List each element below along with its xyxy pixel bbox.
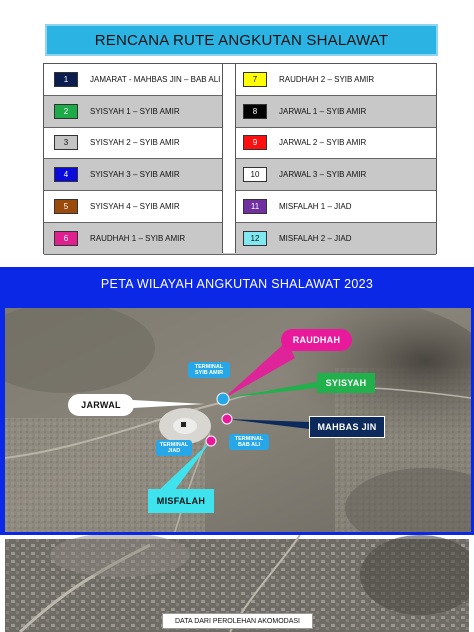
route-name: RAUDHAH 1 – SYIB AMIR xyxy=(90,233,186,243)
route-number-badge: 12 xyxy=(243,231,267,246)
route-plan-title: RENCANA RUTE ANGKUTAN SHALAWAT xyxy=(45,24,438,56)
accommodation-caption: DATA DARI PEROLEHAN AKOMODASI xyxy=(162,613,313,629)
route-number-badge: 9 xyxy=(243,135,267,150)
table-divider xyxy=(235,64,236,253)
terminal-label-jiad: TERMINAL JIAD xyxy=(156,440,192,456)
route-number-badge: 6 xyxy=(54,231,78,246)
route-number-badge: 10 xyxy=(243,167,267,182)
area-label-syisyah: SYISYAH xyxy=(317,373,375,393)
route-number-badge: 5 xyxy=(54,199,78,214)
table-gap-column xyxy=(223,64,235,253)
terminal-label-bab-ali: TERMINAL BAB ALI xyxy=(229,434,269,450)
route-row xyxy=(44,191,436,223)
route-cell xyxy=(44,159,222,190)
accommodation-map-section xyxy=(0,535,474,632)
route-number-badge: 4 xyxy=(54,167,78,182)
map-section xyxy=(0,267,474,535)
route-number-badge: 7 xyxy=(243,72,267,87)
table-divider xyxy=(222,64,223,253)
route-name: MISFALAH 1 – JIAD xyxy=(279,202,352,212)
route-name: JARWAL 2 – SYIB AMIR xyxy=(279,138,367,148)
route-number-badge: 1 xyxy=(54,72,78,87)
route-row xyxy=(44,64,436,96)
route-cell xyxy=(44,64,222,95)
aerial-map-image xyxy=(5,308,471,532)
route-row xyxy=(44,159,436,191)
map-title: PETA WILAYAH ANGKUTAN SHALAWAT 2023 xyxy=(100,277,374,291)
area-label-misfalah: MISFALAH xyxy=(148,489,214,513)
route-number-badge: 8 xyxy=(243,104,267,119)
route-row xyxy=(44,223,436,255)
terminal-label-syib-amir: TERMINAL SYIB AMIR xyxy=(188,362,230,378)
route-cell xyxy=(243,128,436,159)
route-name: SYISYAH 2 – SYIB AMIR xyxy=(90,138,180,148)
route-name: JAMARAT - MAHBAS JIN – BAB ALI xyxy=(90,74,221,84)
area-label-raudhah: RAUDHAH xyxy=(281,329,352,351)
route-number-badge: 2 xyxy=(54,104,78,119)
route-cell xyxy=(243,191,436,222)
route-name: RAUDHAH 2 – SYIB AMIR xyxy=(279,74,375,84)
area-label-jarwal: JARWAL xyxy=(68,394,134,416)
route-cell xyxy=(243,159,436,190)
route-cell xyxy=(243,64,436,95)
route-name: MISFALAH 2 – JIAD xyxy=(279,233,352,243)
route-number-badge: 3 xyxy=(54,135,78,150)
aerial-map xyxy=(5,308,471,532)
route-cell xyxy=(44,96,222,127)
route-row xyxy=(44,128,436,160)
area-label-mahbas-jin: MAHBAS JIN xyxy=(309,416,385,438)
route-name: JARWAL 1 – SYIB AMIR xyxy=(279,106,367,116)
route-plan-section xyxy=(0,0,474,262)
route-cell xyxy=(243,96,436,127)
route-row xyxy=(44,96,436,128)
route-cell xyxy=(44,128,222,159)
route-table xyxy=(43,63,437,254)
route-cell xyxy=(243,223,436,254)
route-name: JARWAL 3 – SYIB AMIR xyxy=(279,170,367,180)
route-name: SYISYAH 3 – SYIB AMIR xyxy=(90,170,180,180)
route-cell xyxy=(44,191,222,222)
route-number-badge: 11 xyxy=(243,199,267,214)
route-name: SYISYAH 1 – SYIB AMIR xyxy=(90,106,180,116)
route-cell xyxy=(44,223,222,254)
route-name: SYISYAH 4 – SYIB AMIR xyxy=(90,202,180,212)
